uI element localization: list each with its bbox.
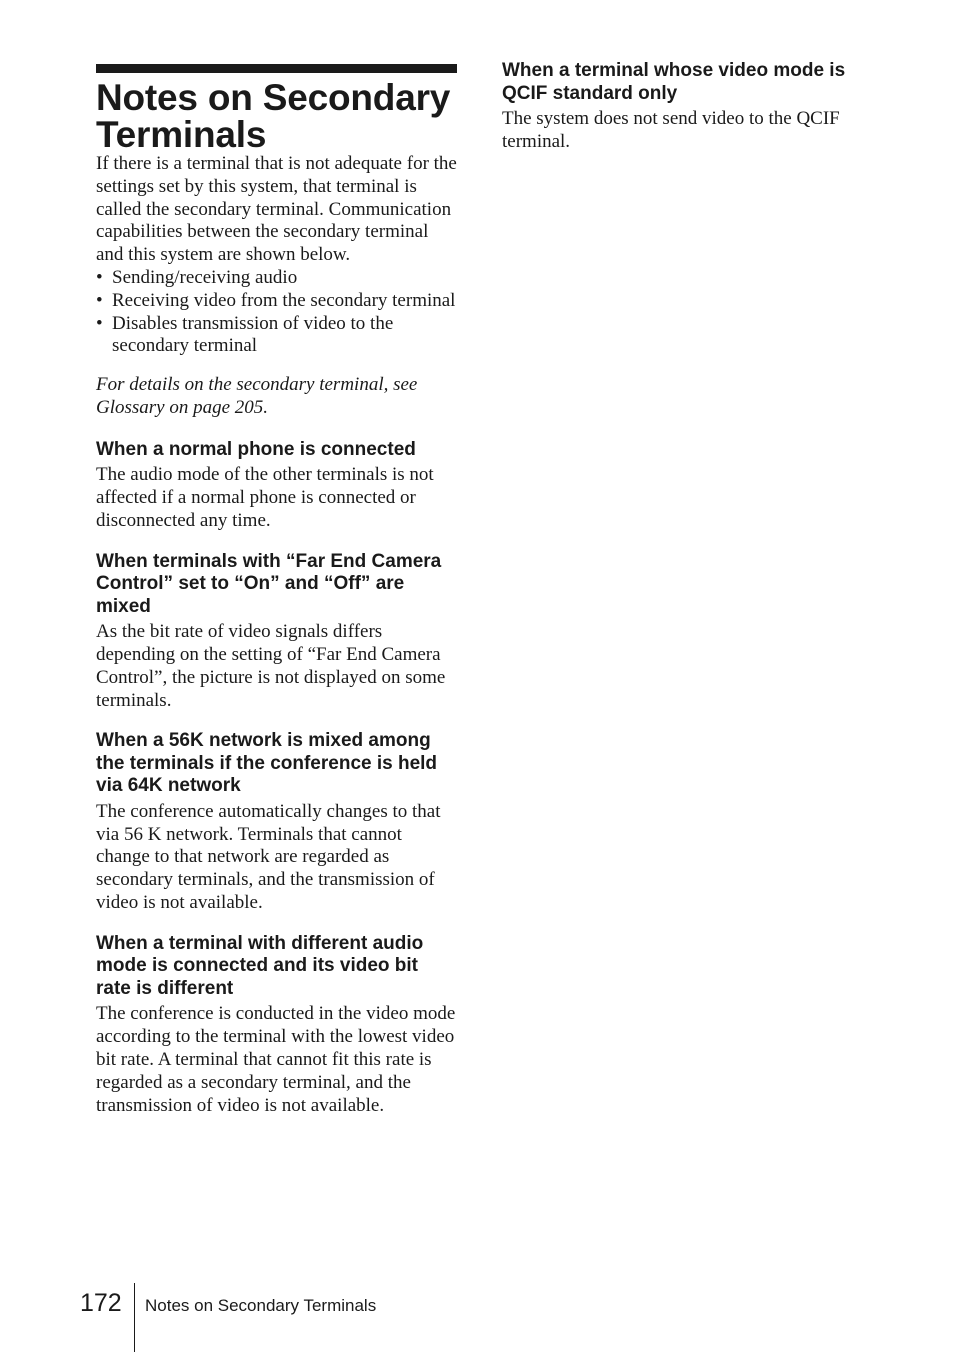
section-heading: When terminals with “Far End Camera Control” set to “On” and “Off” are mixed <box>96 550 442 617</box>
left-column <box>96 64 458 1117</box>
page-number: 172 <box>80 1289 122 1317</box>
section-normal-phone <box>96 439 458 533</box>
section-body: The audio mode of the other terminals is not affected if a normal phone is connected or disconnected any time. <box>96 464 434 531</box>
section-heading: When a terminal with different audio mode is connected and its video bit rate is different <box>96 932 424 999</box>
section-body: The system does not send video to the QCIF terminal. <box>502 108 840 152</box>
list-item: • Sending/receiving audio <box>96 266 298 288</box>
right-column <box>502 60 864 154</box>
title-rule <box>96 64 457 73</box>
list-item: • Disables transmission of video to the secondary terminal <box>96 312 394 357</box>
list-item: • Receiving video from the secondary terminal <box>96 289 456 311</box>
section-heading: When a terminal whose video mode is QCIF standard only <box>502 60 846 104</box>
footer-divider <box>134 1283 135 1352</box>
section-body: As the bit rate of video signals differs depending on the setting of “Far End Camera Control”, the picture is not displayed on some terminals. <box>96 621 446 711</box>
glossary-note: For details on the secondary terminal, see Glossary on page 205. <box>96 374 418 418</box>
page-title: Notes on Secondary Terminals <box>96 77 451 155</box>
bullet-icon: • <box>96 266 103 288</box>
section-body: The conference is conducted in the video mode according to the terminal with the lowest video bit rate. A terminal that cannot fit this rate is regarded as a secondary terminal, and the transmission of video is not available. <box>96 1003 456 1116</box>
section-56k-network <box>96 730 458 914</box>
capability-list <box>96 267 458 358</box>
bullet-icon: • <box>96 289 103 311</box>
section-audio-mode <box>96 933 458 1117</box>
section-heading: When a 56K network is mixed among the terminals if the conference is held via 64K network <box>96 730 438 797</box>
section-qcif <box>502 60 864 154</box>
intro-paragraph: If there is a terminal that is not adequate for the settings set by this system, that terminal is called the secondary terminal. Communication capabilities between the secondary terminal and this system are shown below. <box>96 153 457 266</box>
section-body: The conference automatically changes to that via 56 K network. Terminals that cannot change to that network are regarded as secondary terminals, and the transmission of video is not available. <box>96 800 441 914</box>
section-heading: When a normal phone is connected <box>96 438 416 460</box>
footer-section-title: Notes on Secondary Terminals <box>145 1296 377 1315</box>
section-far-end-camera <box>96 551 458 713</box>
bullet-icon: • <box>96 312 103 334</box>
